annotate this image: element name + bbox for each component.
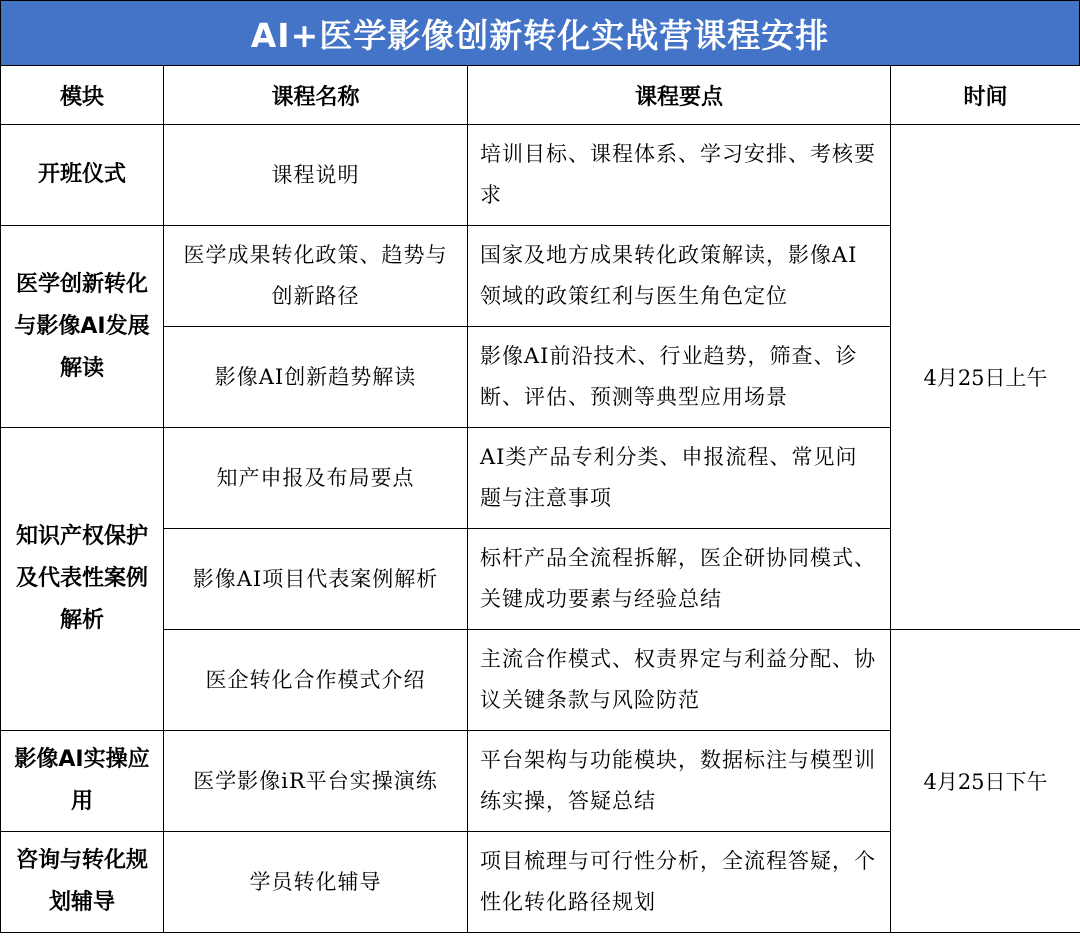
module-cell: 咨询与转化规划辅导 <box>1 832 164 933</box>
module-cell: 医学创新转化与影像AI发展解读 <box>1 226 164 428</box>
module-cell: 知识产权保护及代表性案例解析 <box>1 428 164 731</box>
course-points-cell: 国家及地方成果转化政策解读，影像AI领域的政策红利与医生角色定位 <box>468 226 891 327</box>
time-cell-morning: 4月25日上午 <box>891 125 1080 630</box>
course-name-cell: 知产申报及布局要点 <box>164 428 468 529</box>
schedule-table <box>0 65 1080 933</box>
header-course-name: 课程名称 <box>164 66 468 125</box>
module-cell: 影像AI实操应用 <box>1 731 164 832</box>
header-module: 模块 <box>1 66 164 125</box>
course-points-cell: 培训目标、课程体系、学习安排、考核要求 <box>468 125 891 226</box>
table-row <box>1 125 1080 226</box>
course-points-cell: 标杆产品全流程拆解，医企研协同模式、关键成功要素与经验总结 <box>468 529 891 630</box>
page-title: AI+医学影像创新转化实战营课程安排 <box>250 15 830 55</box>
course-name-cell: 医学成果转化政策、趋势与创新路径 <box>164 226 468 327</box>
course-points-cell: 主流合作模式、权责界定与利益分配、协议关键条款与风险防范 <box>468 630 891 731</box>
course-name-cell: 医学影像iR平台实操演练 <box>164 731 468 832</box>
module-cell: 开班仪式 <box>1 125 164 226</box>
course-name-cell: 医企转化合作模式介绍 <box>164 630 468 731</box>
course-name-cell: 影像AI项目代表案例解析 <box>164 529 468 630</box>
course-points-cell: 平台架构与功能模块，数据标注与模型训练实操，答疑总结 <box>468 731 891 832</box>
title-bar <box>0 0 1080 66</box>
course-points-cell: AI类产品专利分类、申报流程、常见问题与注意事项 <box>468 428 891 529</box>
header-row <box>1 66 1080 125</box>
course-points-cell: 项目梳理与可行性分析，全流程答疑，个性化转化路径规划 <box>468 832 891 933</box>
time-cell-afternoon: 4月25日下午 <box>891 630 1080 933</box>
course-name-cell: 影像AI创新趋势解读 <box>164 327 468 428</box>
course-points-cell: 影像AI前沿技术、行业趋势，筛查、诊断、评估、预测等典型应用场景 <box>468 327 891 428</box>
course-name-cell: 课程说明 <box>164 125 468 226</box>
course-name-cell: 学员转化辅导 <box>164 832 468 933</box>
header-course-points: 课程要点 <box>468 66 891 125</box>
header-time: 时间 <box>891 66 1080 125</box>
